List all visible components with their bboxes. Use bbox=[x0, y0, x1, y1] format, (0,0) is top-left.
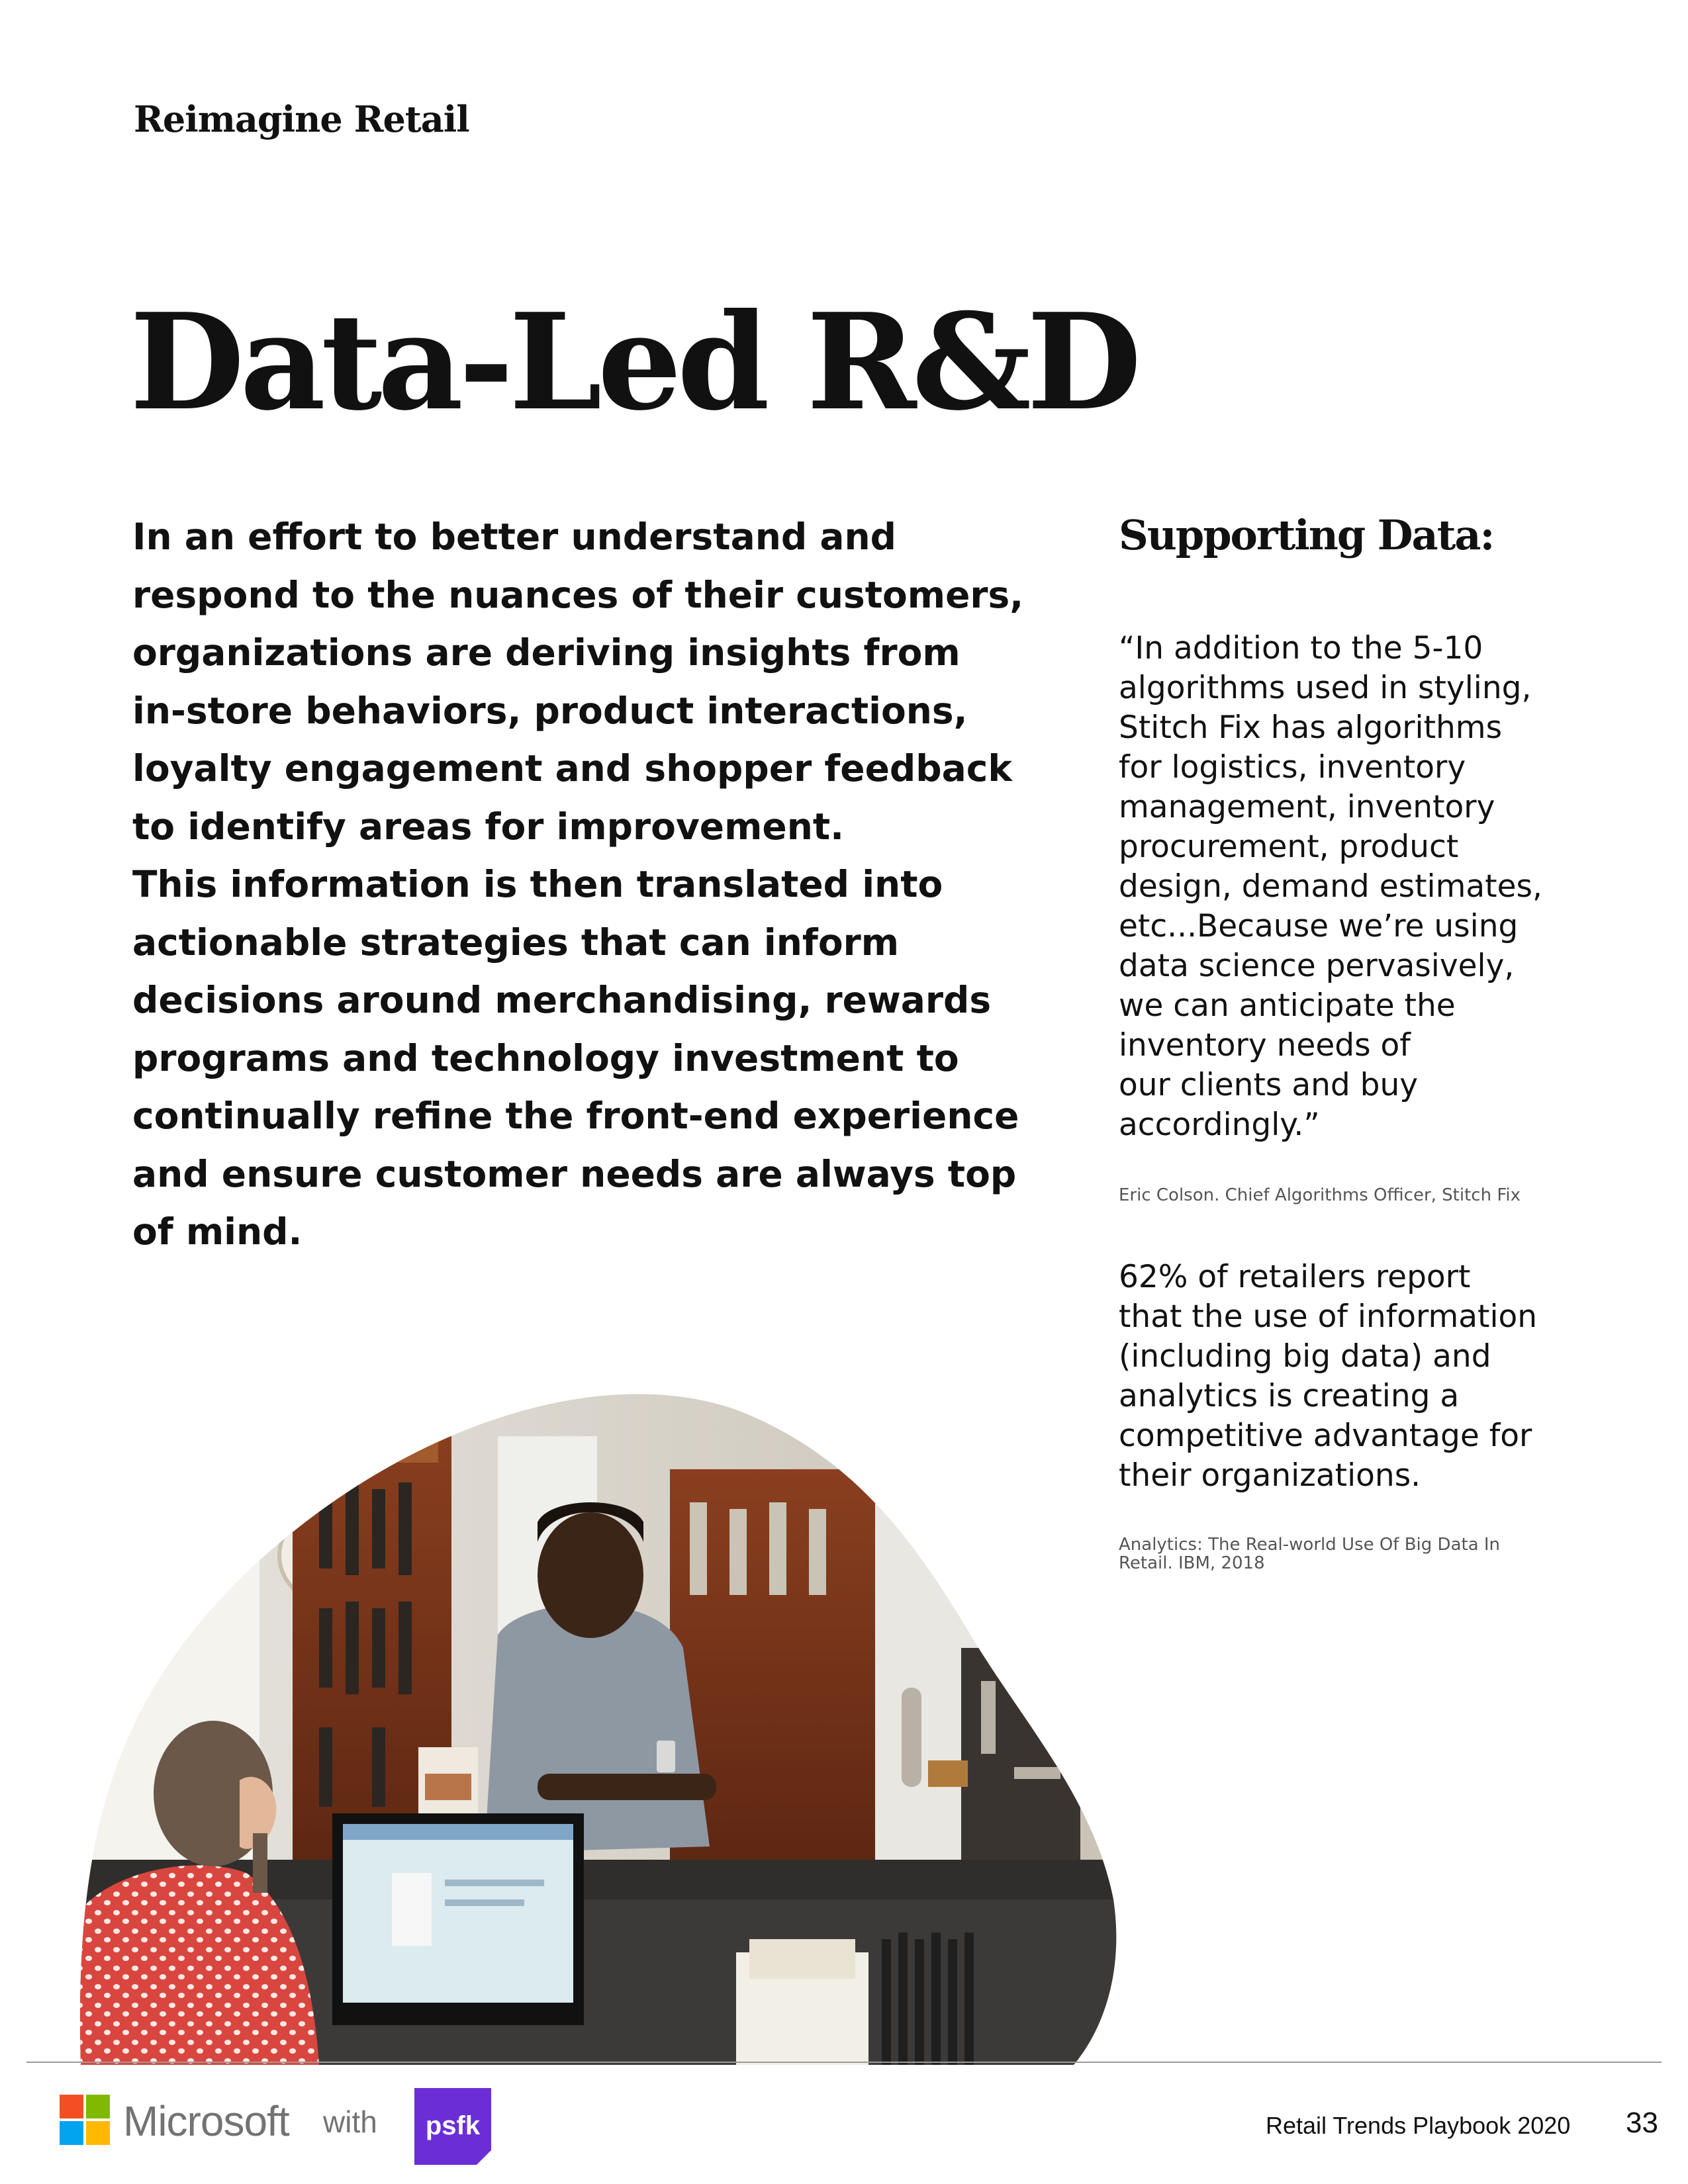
quote-line: inventory needs of bbox=[1119, 1027, 1411, 1064]
stat-line: their organizations. bbox=[1119, 1457, 1421, 1494]
publication-title: Retail Trends Playbook 2020 bbox=[1266, 2112, 1571, 2139]
intro-line: loyalty engagement and shopper feedback bbox=[132, 747, 1012, 790]
quote-line: algorithms used in styling, bbox=[1119, 670, 1532, 706]
stat-line: competitive advantage for bbox=[1119, 1418, 1532, 1454]
intro-paragraph bbox=[132, 508, 1059, 1261]
psfk-logo-text: psfk bbox=[425, 2111, 481, 2140]
intro-line: programs and technology investment to bbox=[132, 1036, 959, 1079]
quote-attribution bbox=[1119, 1186, 1521, 1205]
intro-line: in-store behaviors, product interactions, bbox=[132, 689, 968, 732]
quote-line: etc...Because we’re using bbox=[1119, 908, 1519, 944]
stat-line: analytics is creating a bbox=[1119, 1378, 1460, 1414]
intro-line: In an effort to better understand and bbox=[132, 516, 897, 558]
page-title: Data-Led R&D bbox=[130, 285, 1137, 440]
quote-block bbox=[1119, 629, 1582, 1145]
psfk-logo-icon bbox=[414, 2088, 491, 2165]
stat-line: that the use of information bbox=[1119, 1298, 1538, 1335]
quote-line: accordingly.” bbox=[1119, 1107, 1320, 1143]
quote-line: Stitch Fix has algorithms bbox=[1119, 709, 1503, 746]
intro-line: organizations are deriving insights from bbox=[132, 631, 961, 674]
statistic-source-line: Retail. IBM, 2018 bbox=[1119, 1553, 1265, 1573]
quote-line: data science pervasively, bbox=[1119, 948, 1515, 984]
supporting-data-heading: Supporting Data: bbox=[1119, 511, 1494, 559]
stat-line: 62% of retailers report bbox=[1119, 1259, 1471, 1295]
statistic-source bbox=[1119, 1535, 1500, 1572]
statistic-source-line: Analytics: The Real-world Use Of Big Data In bbox=[1119, 1535, 1501, 1555]
store-photo bbox=[74, 1370, 1120, 2065]
microsoft-logo-icon bbox=[60, 2095, 110, 2145]
quote-line: procurement, product bbox=[1119, 829, 1459, 865]
section-label: Reimagine Retail bbox=[134, 98, 469, 140]
intro-line: This information is then translated into bbox=[132, 863, 943, 905]
intro-line: and ensure customer needs are always top bbox=[132, 1152, 1017, 1195]
intro-line: to identify areas for improvement. bbox=[132, 805, 845, 848]
stat-line: (including big data) and bbox=[1119, 1338, 1491, 1375]
intro-line: respond to the nuances of their customers, bbox=[132, 573, 1024, 616]
quote-line: we can anticipate the bbox=[1119, 987, 1456, 1024]
microsoft-wordmark: Microsoft bbox=[123, 2097, 289, 2145]
quote-attribution-text: Eric Colson. Chief Algorithms Officer, Stitch Fix bbox=[1119, 1185, 1521, 1205]
quote-line: our clients and buy bbox=[1119, 1067, 1419, 1103]
intro-line: actionable strategies that can inform bbox=[132, 921, 900, 964]
footer-divider bbox=[26, 2062, 1662, 2063]
intro-line: decisions around merchandising, rewards bbox=[132, 979, 992, 1021]
page-number: 33 bbox=[1626, 2107, 1658, 2139]
quote-line: for logistics, inventory bbox=[1119, 749, 1466, 786]
with-label: with bbox=[323, 2105, 377, 2139]
quote-line: “In addition to the 5-10 bbox=[1119, 630, 1483, 666]
intro-line: continually refine the front-end experience bbox=[132, 1095, 1019, 1137]
quote-line: management, inventory bbox=[1119, 789, 1495, 825]
intro-line: of mind. bbox=[132, 1210, 303, 1253]
statistic-block bbox=[1119, 1257, 1582, 1496]
quote-line: design, demand estimates, bbox=[1119, 868, 1542, 905]
